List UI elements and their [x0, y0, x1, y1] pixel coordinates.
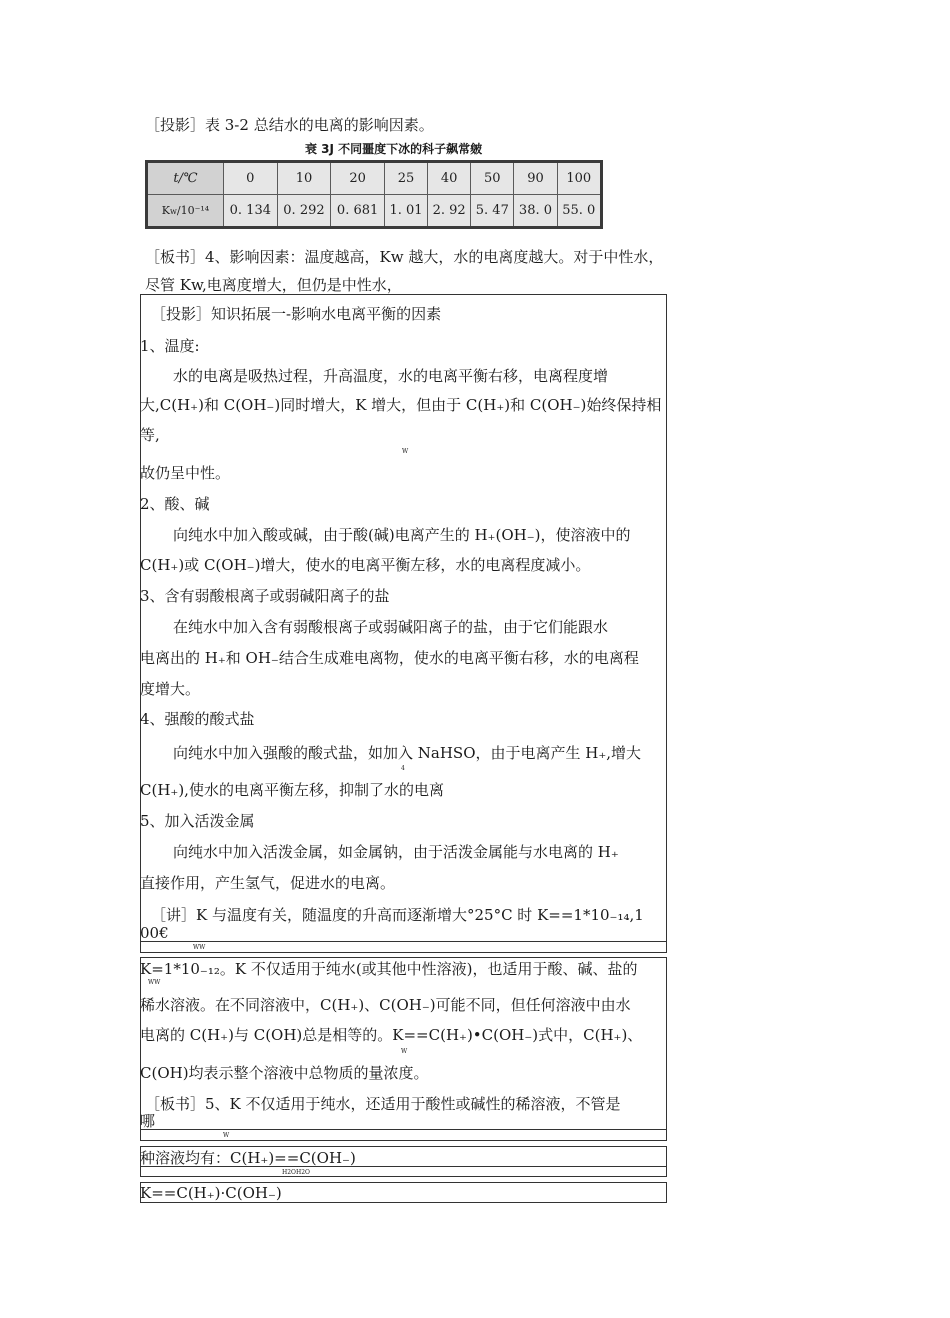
subscript-mark: WW — [193, 944, 206, 951]
table-cell: 5. 47 — [471, 195, 514, 228]
kw-explanation-line: 电离的 C(H₊)与 C(OH)总是相等的。K==C(H₊)•C(OH₋)式中，C(H₊)、 — [140, 1026, 643, 1044]
subscript-mark: W — [223, 1132, 230, 1139]
projection-line: ［投影］表 3-2 总结水的电离的影响因素。 — [145, 116, 434, 134]
section-3-paragraph: 电离出的 H₊和 OH₋结合生成难电离物，使水的电离平衡右移，水的电离程 — [140, 649, 639, 667]
section-2-heading: 2、酸、碱 — [140, 495, 210, 513]
section-3-heading: 3、含有弱酸根离子或弱碱阳离子的盐 — [140, 587, 390, 605]
table-cell: 55. 0 — [557, 195, 601, 228]
board-note-4-line2: 尽管 Kw,电离度增大，但仍是中性水， — [145, 276, 402, 294]
section-5-heading: 5、加入活泼金属 — [140, 812, 255, 830]
table-cell: 40 — [428, 162, 471, 195]
table-cell: 20 — [331, 162, 385, 195]
table-cell: 0 — [224, 162, 278, 195]
table-cell: 10 — [277, 162, 331, 195]
kw-explanation-line: 稀水溶液。在不同溶液中，C(H₊)、C(OH₋)可能不同，但任何溶液中由水 — [140, 996, 631, 1014]
section-3-paragraph: 在纯水中加入含有弱酸根离子或弱碱阳离子的盐，由于它们能跟水 — [173, 618, 609, 636]
lecture-line: 00€ — [140, 924, 169, 942]
table-header-kw — [147, 195, 224, 228]
section-1-paragraph: 水的电离是吸热过程，升高温度，水的电离平衡右移，电离程度增 — [173, 367, 609, 385]
table-cell: 90 — [514, 162, 557, 195]
kw-explanation-line: K=1*10₋₁₂。K 不仅适用于纯水(或其他中性溶液)，也适用于酸、碱、盐的 — [140, 960, 638, 978]
table-cell: 50 — [471, 162, 514, 195]
table-cell: 0. 292 — [277, 195, 331, 228]
subscript-mark: H2OH2O — [282, 1169, 310, 1176]
kw-label-tail: /10⁻¹⁴ — [176, 204, 210, 217]
table-row-kw — [147, 195, 602, 228]
subscript-mark: W — [401, 1048, 408, 1055]
board-note-5-line1: ［板书］5、K 不仅适用于纯水，还适用于酸性或碱性的稀溶液，不管是 — [145, 1095, 621, 1113]
section-2-paragraph: C(H₊)或 C(OH₋)增大，使水的电离平衡左移，水的电离程度减小。 — [140, 556, 591, 574]
section-1-paragraph: 大,C(H₊)和 C(OH₋)同时增大，K 增大，但由于 C(H₊)和 C(OH₋)始终保持相 — [140, 396, 662, 414]
section-1-paragraph: 故仍呈中性。 — [140, 464, 231, 482]
table-cell: 25 — [384, 162, 427, 195]
equality-line: 种溶液均有：C(H₊)==C(OH₋) — [140, 1149, 356, 1167]
kw-explanation-line: C(OH)均表示整个溶液中总物质的量浓度。 — [140, 1064, 429, 1082]
section-3-paragraph: 度增大。 — [140, 680, 201, 698]
box-title: ［投影］知识拓展一-影响水电离平衡的因素 — [151, 305, 442, 323]
kw-formula-line: K==C(H₊)·C(OH₋) — [140, 1184, 282, 1202]
table-header-temperature: t/℃ — [147, 162, 224, 195]
section-4-paragraph: 向纯水中加入强酸的酸式盐，如加入 NaHSO，由于电离产生 H₊,增大 — [173, 744, 642, 762]
subscript-mark: W — [402, 448, 409, 455]
lecture-line: ［讲］K 与温度有关，随温度的升高而逐渐增大°25°C 时 K==1*10₋₁₄,1 — [151, 906, 644, 924]
ionization-constant-table — [145, 160, 603, 229]
section-5-paragraph: 直接作用，产生氢气，促进水的电离。 — [140, 874, 396, 892]
table-cell: 38. 0 — [514, 195, 557, 228]
subscript-mark: 4 — [401, 765, 405, 772]
table-cell: 0. 134 — [224, 195, 278, 228]
section-2-paragraph: 向纯水中加入酸或碱，由于酸(碱)电离产生的 H₊(OH₋)，使溶液中的 — [173, 526, 631, 544]
section-1-paragraph: 等, — [140, 426, 160, 444]
section-5-paragraph: 向纯水中加入活泼金属，如金属钠，由于活泼金属能与水电离的 H₊ — [173, 843, 619, 861]
subscript-mark: WW — [148, 979, 161, 986]
table-cell: 1. 01 — [384, 195, 427, 228]
board-note-5-line2: 哪 — [140, 1112, 156, 1130]
kw-label: K — [161, 204, 170, 217]
box-divider — [140, 1129, 667, 1130]
table-cell: 0. 681 — [331, 195, 385, 228]
table-row-temperature — [147, 162, 602, 195]
table-caption: 衰 3J 不同噩度下冰的科子飙常皴 — [305, 142, 483, 156]
box-divider — [140, 941, 667, 942]
section-4-heading: 4、强酸的酸式盐 — [140, 710, 255, 728]
section-1-heading: 1、温度: — [140, 337, 200, 355]
kw-label-sub: w — [170, 207, 177, 216]
table-cell: 100 — [557, 162, 601, 195]
section-4-paragraph: C(H₊),使水的电离平衡左移，抑制了水的电离 — [140, 781, 444, 799]
table-cell: 2. 92 — [428, 195, 471, 228]
board-note-4-line1: ［板书］4、影响因素：温度越高，Kw 越大，水的电离度越大。对于中性水， — [145, 248, 664, 266]
